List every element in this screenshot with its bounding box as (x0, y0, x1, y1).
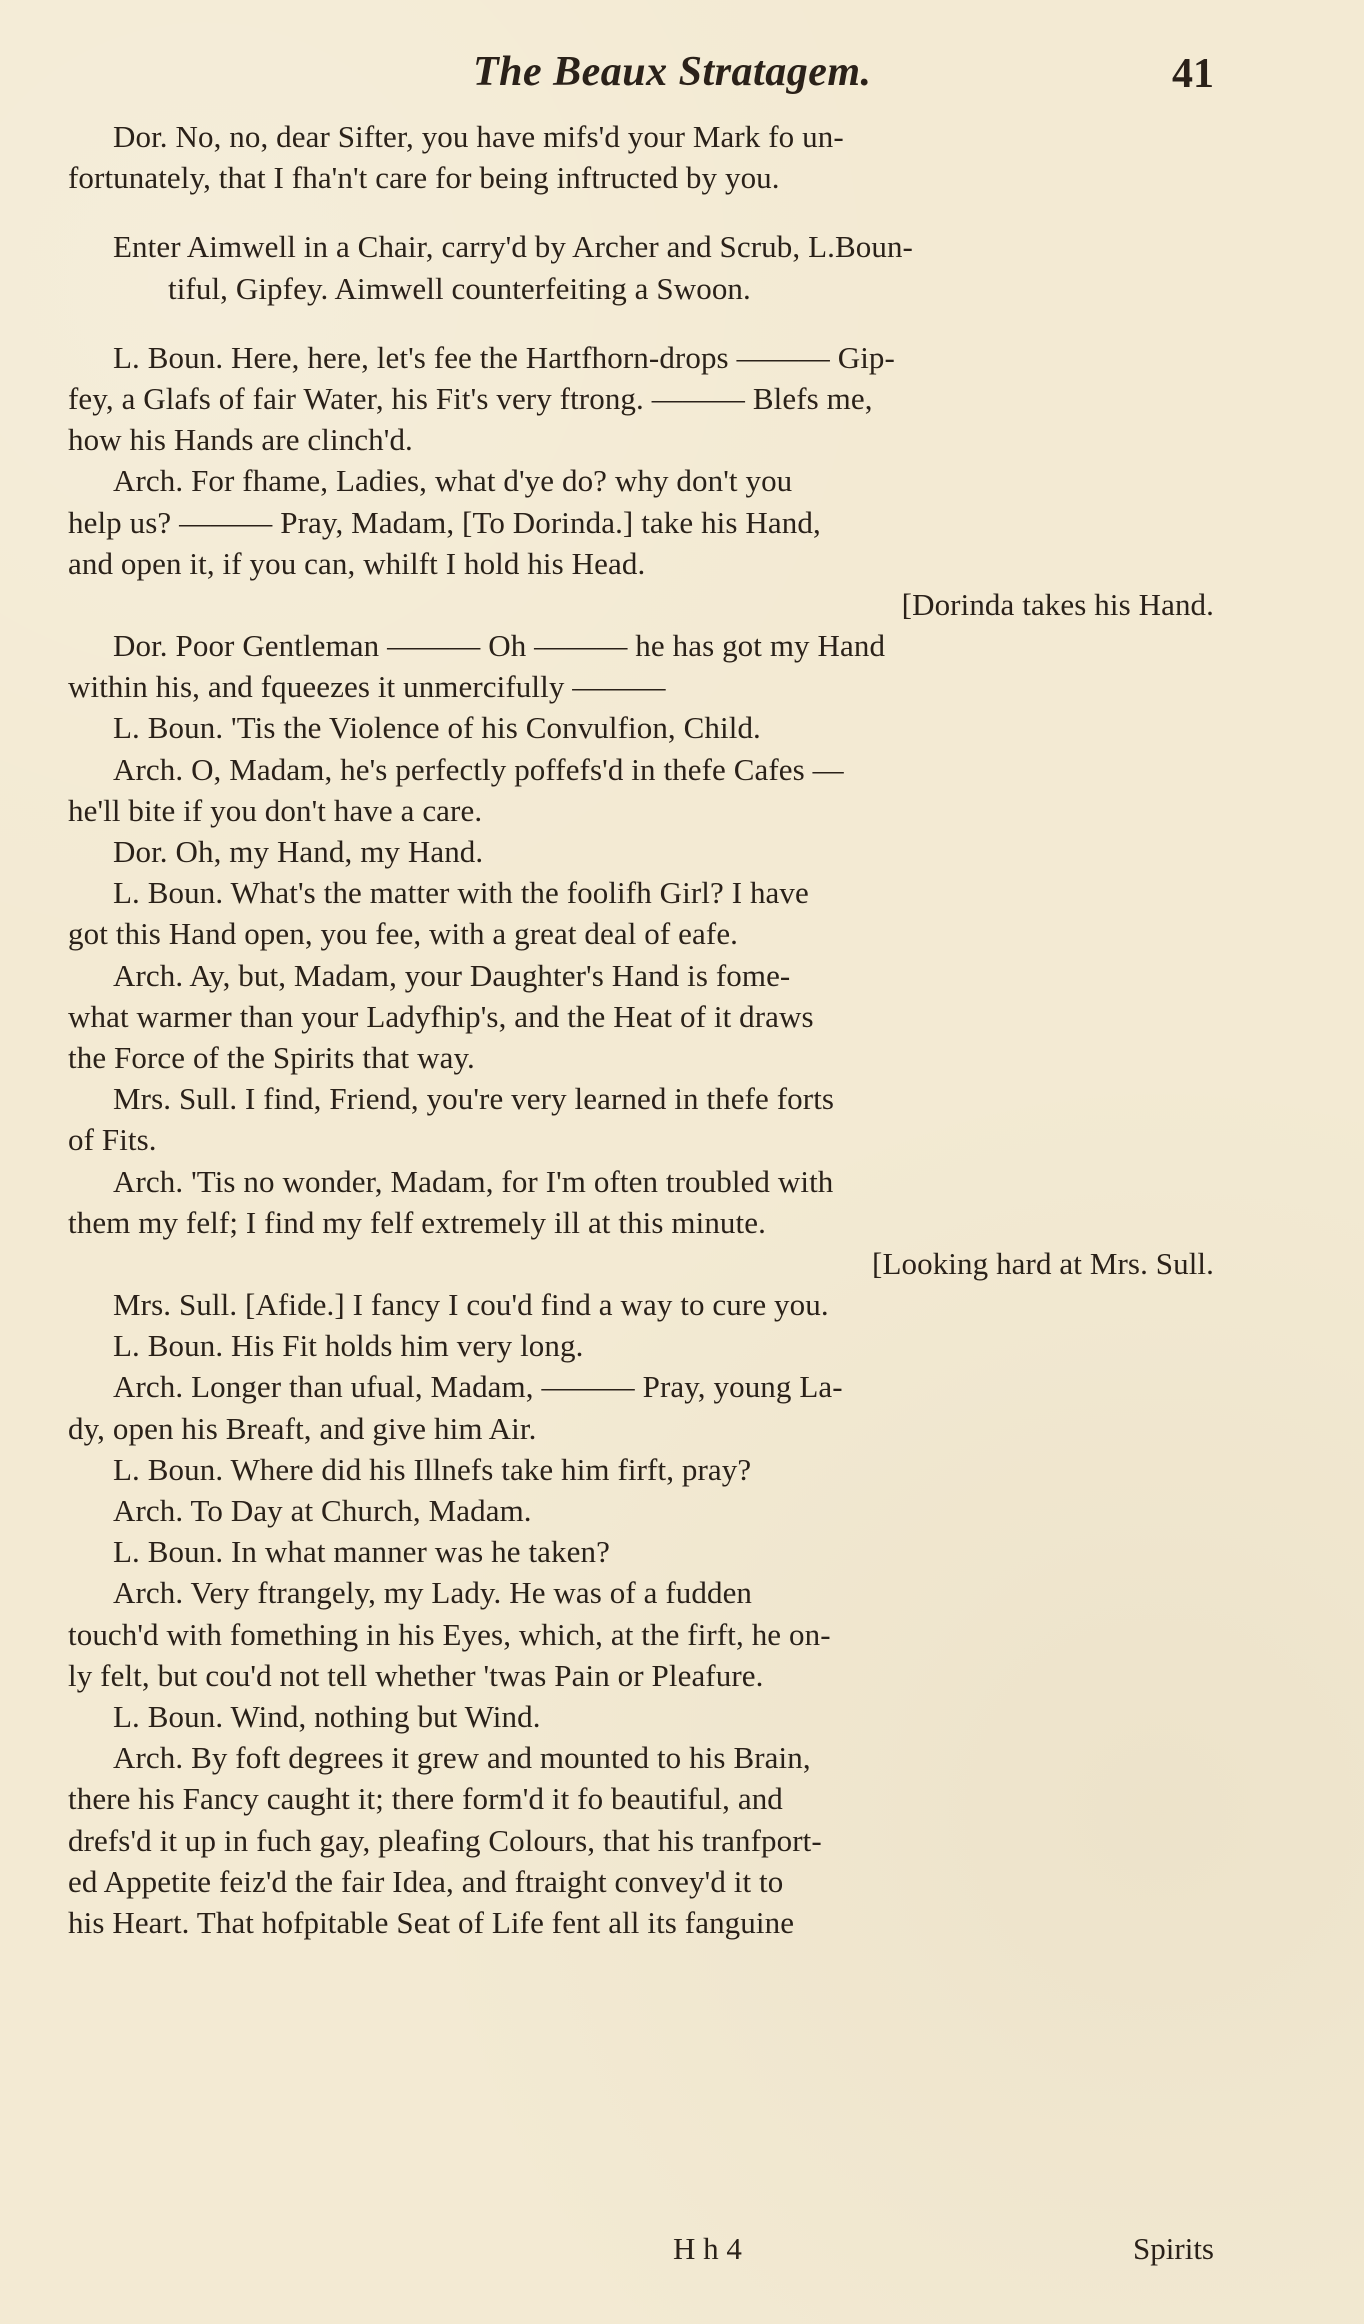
page-number: 41 (1172, 51, 1214, 97)
text-line: Dor. No, no, dear Sifter, you have mifs'd your Mark fo un- (113, 119, 844, 154)
text-line: drefs'd it up in fuch gay, pleafing Colours, that his tranfport- (68, 1822, 822, 1858)
stage-direction-line: tiful, Gipfey. Aimwell counterfeiting a Swoon. (168, 270, 751, 306)
text-line: he'll bite if you don't have a care. (68, 792, 483, 828)
catchword: Spirits (1133, 2231, 1214, 2266)
text-line: Arch. Very ftrangely, my Lady. He was of a fudden (113, 1575, 753, 1611)
text-line: the Force of the Spirits that way. (68, 1039, 475, 1075)
text-line: ed Appetite feiz'd the fair Idea, and ftraight convey'd it to (68, 1863, 784, 1899)
stage-direction-line: [Dorinda takes his Hand. (901, 586, 1214, 622)
stage-direction-line: [Looking hard at Mrs. Sull. (872, 1245, 1214, 1281)
text-line: and open it, if you can, whilft I hold his Head. (68, 545, 646, 581)
text-line: Arch. By foft degrees it grew and mounted to his Brain, (113, 1740, 811, 1776)
text-line: L. Boun. Wind, nothing but Wind. (113, 1698, 541, 1734)
text-line: touch'd with fomething in his Eyes, which, at the firft, he on- (68, 1616, 831, 1652)
text-line: them my felf; I find my felf extremely ill at this minute. (68, 1204, 766, 1240)
text-line: Arch. Ay, but, Madam, your Daughter's Hand is fome- (113, 957, 791, 993)
text-line: within his, and fqueezes it unmercifully ——— (68, 669, 666, 705)
signature-mark: H h 4 (673, 2231, 742, 2266)
text-line: L. Boun. In what manner was he taken? (113, 1534, 610, 1570)
text-line: there his Fancy caught it; there form'd it fo beautiful, and (68, 1781, 783, 1817)
text-line: ly felt, but cou'd not tell whether 'twas Pain or Pleafure. (68, 1657, 764, 1693)
text-line: Mrs. Sull. I find, Friend, you're very learned in thefe forts (113, 1081, 835, 1117)
text-line: Arch. Longer than ufual, Madam, ——— Pray, young La- (113, 1369, 843, 1405)
text-line: Arch. O, Madam, he's perfectly poffefs'd in thefe Cafes — (113, 751, 844, 787)
text-line: got this Hand open, you fee, with a great deal of eafe. (68, 916, 739, 952)
stage-direction-line: Enter Aimwell in a Chair, carry'd by Archer and Scrub, L.Boun- (113, 229, 913, 265)
text-line: Dor. Oh, my Hand, my Hand. (113, 834, 484, 869)
text-line: Arch. To Day at Church, Madam. (113, 1493, 532, 1528)
text-line: L. Boun. Where did his Illnefs take him firft, pray? (113, 1451, 752, 1487)
text-line: how his Hands are clinch'd. (68, 422, 413, 458)
text-line: L. Boun. His Fit holds him very long. (113, 1328, 584, 1364)
running-title: The Beaux Stratagem. (473, 49, 872, 95)
text-line: what warmer than your Ladyfhip's, and the Heat of it draws (68, 998, 814, 1034)
running-header (68, 48, 1214, 102)
text-line: Arch. 'Tis no wonder, Madam, for I'm often troubled with (113, 1163, 834, 1199)
text-line: Arch. For fhame, Ladies, what d'ye do? why don't you (113, 463, 793, 499)
text-line: help us? ——— Pray, Madam, [To Dorinda.] take his Hand, (68, 504, 821, 540)
page-footer (68, 2227, 1214, 2271)
text-line: Dor. Poor Gentleman ——— Oh ——— he has got my Hand (113, 628, 886, 664)
text-line: L. Boun. What's the matter with the foolifh Girl? I have (113, 875, 809, 911)
text-line: Mrs. Sull. [Afide.] I fancy I cou'd find a way to cure you. (113, 1287, 829, 1323)
text-line: fey, a Glafs of fair Water, his Fit's very ftrong. ——— Blefs me, (68, 380, 873, 416)
text-line: his Heart. That hofpitable Seat of Life fent all its fanguine (68, 1904, 795, 1940)
text-line: dy, open his Breaft, and give him Air. (68, 1410, 537, 1446)
text-line: fortunately, that I fha'n't care for being inftructed by you. (68, 160, 780, 196)
text-line: L. Boun. Here, here, let's fee the Hartfhorn-drops ——— Gip- (113, 339, 895, 375)
text-line: L. Boun. 'Tis the Violence of his Convulfion, Child. (113, 710, 761, 746)
text-line: of Fits. (68, 1122, 157, 1158)
